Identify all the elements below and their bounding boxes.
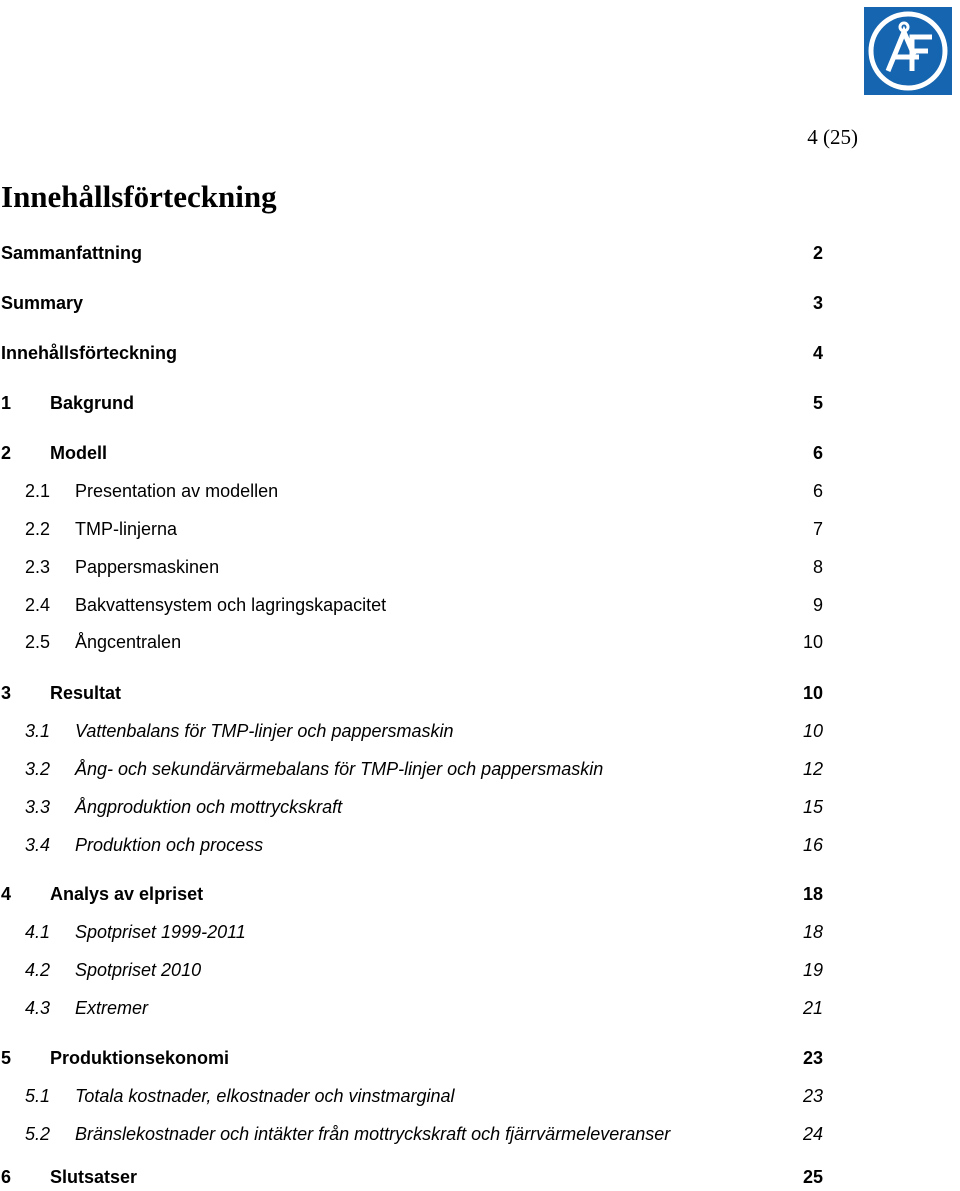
toc-chapter-page: 18 <box>802 884 823 904</box>
toc-section-label: Produktion och process <box>75 835 264 855</box>
toc-section-4-1[interactable] <box>0 919 960 945</box>
toc-section-page: 10 <box>802 632 823 652</box>
toc-section-label: Vattenbalans för TMP-linjer och pappersmaskin <box>75 721 454 741</box>
toc-section-number: 4.1 <box>25 922 51 942</box>
toc-section-number: 4.3 <box>25 998 51 1018</box>
toc-chapter-page: 23 <box>802 1048 823 1068</box>
toc-section-label: Ång- och sekundärvärmebalans för TMP-linjer och pappersmaskin <box>75 759 604 779</box>
toc-section-3-3[interactable] <box>0 794 960 820</box>
toc-chapter-3[interactable] <box>0 680 960 706</box>
toc-chapter-page: 6 <box>812 443 823 463</box>
toc-section-number: 3.2 <box>25 759 51 779</box>
toc-section-label: Ångcentralen <box>75 632 182 652</box>
toc-entry-page: 3 <box>812 293 823 313</box>
toc-chapter-number: 6 <box>1 1167 12 1187</box>
toc-section-3-4[interactable] <box>0 832 960 858</box>
toc-entry-page: 4 <box>812 343 823 363</box>
toc-chapter-2[interactable] <box>0 440 960 466</box>
toc-chapter-label: Produktionsekonomi <box>50 1048 230 1068</box>
toc-section-number: 2.4 <box>25 595 51 615</box>
toc-section-4-2[interactable] <box>0 957 960 983</box>
toc-section-number: 2.3 <box>25 557 51 577</box>
toc-chapter-number: 5 <box>1 1048 12 1068</box>
toc-section-number: 4.2 <box>25 960 51 980</box>
toc-entry-summary[interactable] <box>0 290 960 316</box>
toc-chapter-label: Modell <box>50 443 107 463</box>
toc-section-number: 5.1 <box>25 1086 51 1106</box>
toc-chapter-6[interactable] <box>0 1164 960 1190</box>
toc-section-page: 16 <box>802 835 823 855</box>
toc-section-5-2[interactable] <box>0 1121 960 1147</box>
toc-chapter-label: Analys av elpriset <box>50 884 204 904</box>
toc-section-2-5[interactable] <box>0 629 960 655</box>
toc-section-label: Bränslekostnader och intäkter från mottryckskraft och fjärrvärmeleveranser <box>75 1124 671 1144</box>
toc-chapter-page: 5 <box>812 393 823 413</box>
toc-section-2-1[interactable] <box>0 478 960 504</box>
toc-entry-page: 2 <box>812 243 823 263</box>
toc-entry-sammanfattning[interactable] <box>0 240 960 266</box>
toc-entry-innehallsforteckning[interactable] <box>0 340 960 366</box>
toc-section-label: Bakvattensystem och lagringskapacitet <box>75 595 387 615</box>
toc-section-3-1[interactable] <box>0 718 960 744</box>
toc-section-label: Spotpriset 1999-2011 <box>75 922 246 942</box>
toc-section-page: 24 <box>802 1124 823 1144</box>
toc-section-number: 3.4 <box>25 835 51 855</box>
toc-section-label: Pappersmaskinen <box>75 557 220 577</box>
toc-section-2-2[interactable] <box>0 516 960 542</box>
page-title: Innehållsförteckning <box>1 179 277 214</box>
toc-section-3-2[interactable] <box>0 756 960 782</box>
toc-chapter-number: 3 <box>1 683 12 703</box>
toc-chapter-number: 1 <box>1 393 12 413</box>
toc-chapter-page: 10 <box>802 683 823 703</box>
toc-entry-label: Innehållsförteckning <box>1 343 178 363</box>
toc-section-2-4[interactable] <box>0 592 960 618</box>
toc-chapter-label: Bakgrund <box>50 393 135 413</box>
toc-chapter-5[interactable] <box>0 1045 960 1071</box>
toc-chapter-label: Resultat <box>50 683 122 703</box>
toc-section-page: 10 <box>802 721 823 741</box>
toc-entry-label: Summary <box>1 293 84 313</box>
toc-section-label: Presentation av modellen <box>75 481 279 501</box>
toc-section-label: TMP-linjerna <box>75 519 178 539</box>
toc-section-page: 7 <box>812 519 823 539</box>
toc-section-page: 19 <box>802 960 823 980</box>
toc-section-page: 12 <box>802 759 823 779</box>
toc-section-label: Totala kostnader, elkostnader och vinstmarginal <box>75 1086 455 1106</box>
toc-section-label: Extremer <box>75 998 149 1018</box>
toc-section-number: 2.2 <box>25 519 51 539</box>
toc-section-4-3[interactable] <box>0 995 960 1021</box>
toc-section-5-1[interactable] <box>0 1083 960 1109</box>
toc-chapter-1[interactable] <box>0 390 960 416</box>
toc-chapter-label: Slutsatser <box>50 1167 138 1187</box>
toc-chapter-page: 25 <box>802 1167 823 1187</box>
toc-section-page: 18 <box>802 922 823 942</box>
toc-section-number: 2.5 <box>25 632 51 652</box>
toc-section-number: 3.3 <box>25 797 51 817</box>
toc-section-number: 5.2 <box>25 1124 51 1144</box>
toc-section-page: 9 <box>812 595 823 615</box>
toc-section-number: 3.1 <box>25 721 51 741</box>
toc-section-2-3[interactable] <box>0 554 960 580</box>
toc-chapter-number: 2 <box>1 443 12 463</box>
toc-chapter-number: 4 <box>1 884 12 904</box>
toc-section-page: 8 <box>812 557 823 577</box>
toc-chapter-4[interactable] <box>0 881 960 907</box>
toc-section-page: 15 <box>802 797 823 817</box>
toc-section-number: 2.1 <box>25 481 51 501</box>
toc-section-page: 21 <box>802 998 823 1018</box>
toc-section-label: Spotpriset 2010 <box>75 960 202 980</box>
toc-section-label: Ångproduktion och mottryckskraft <box>75 797 343 817</box>
page-number: 4 (25) <box>807 125 858 149</box>
toc-entry-label: Sammanfattning <box>1 243 143 263</box>
toc-section-page: 6 <box>812 481 823 501</box>
toc-section-page: 23 <box>802 1086 823 1106</box>
